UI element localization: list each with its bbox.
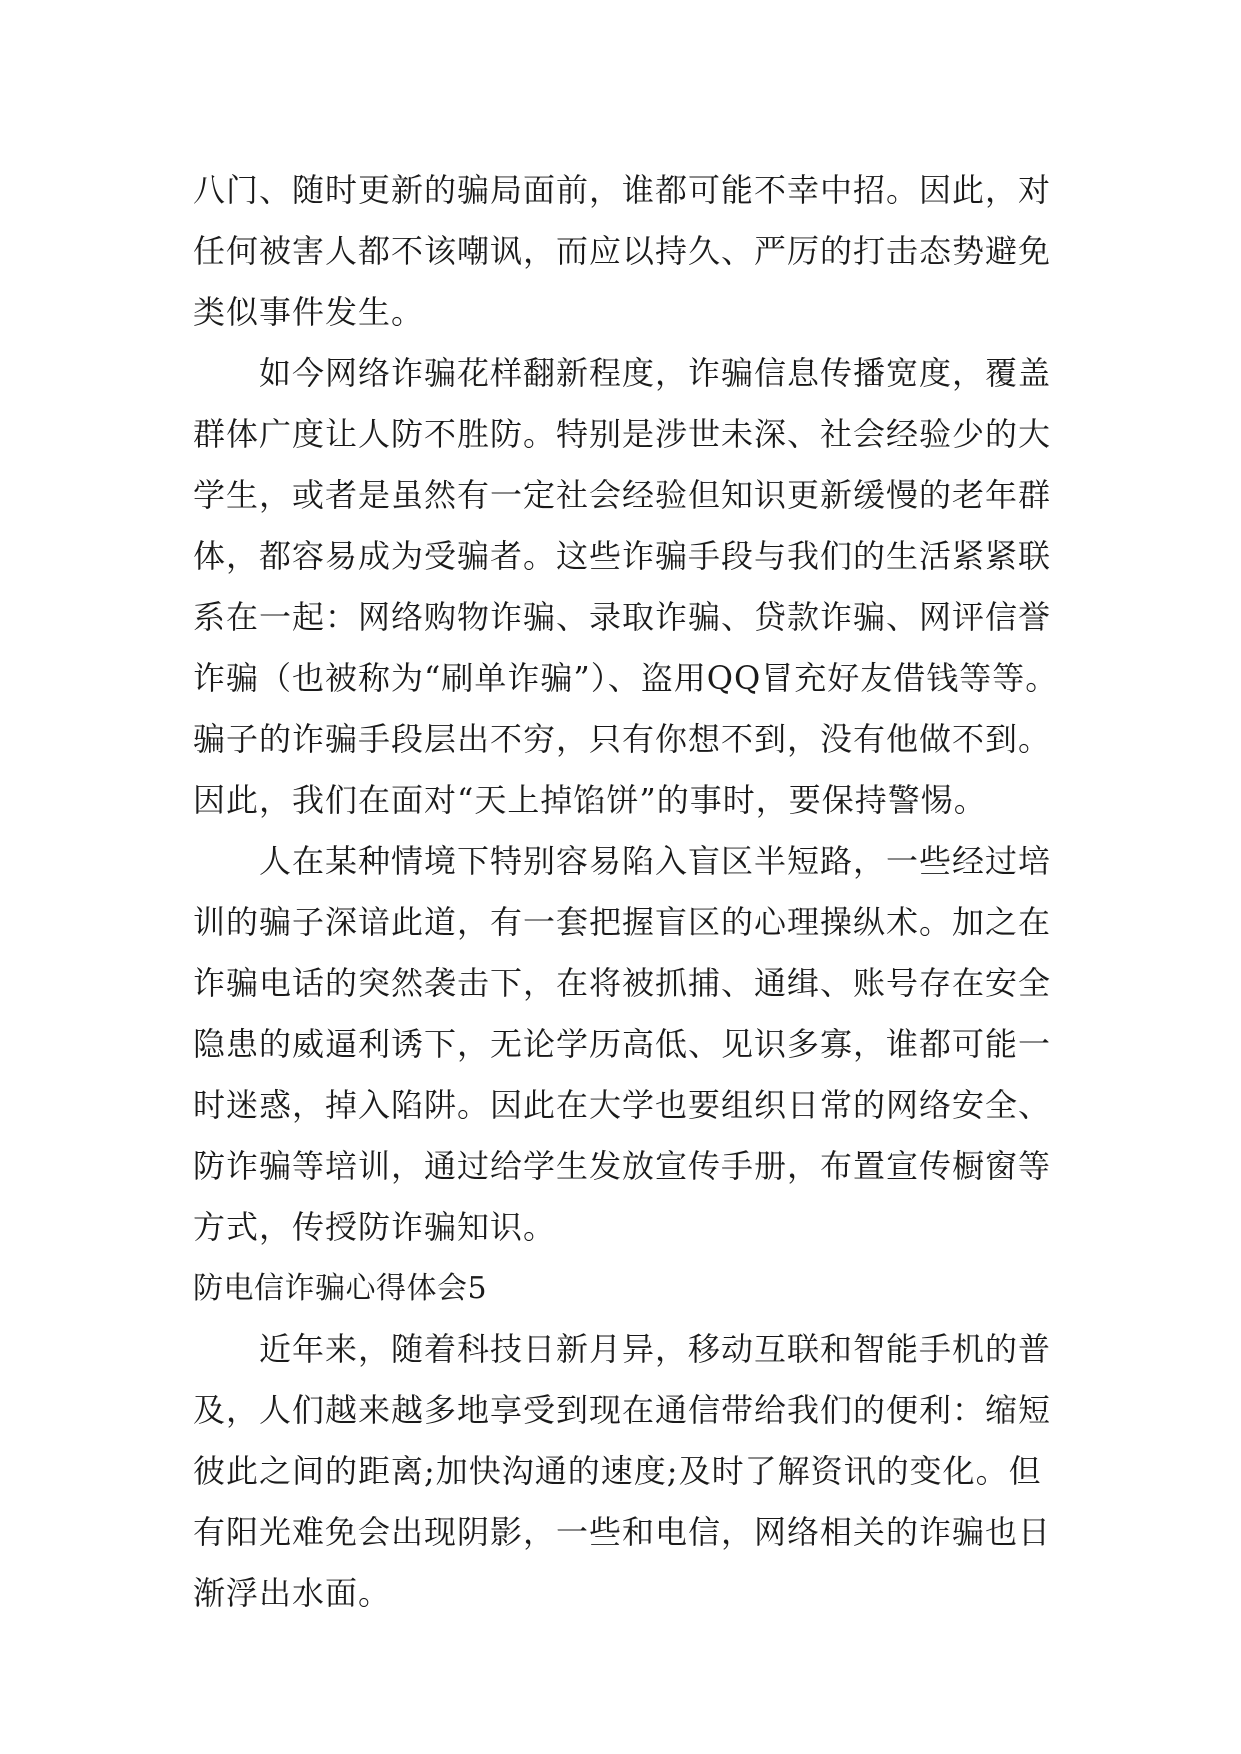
text-line: 体，都容易成为受骗者。这些诈骗手段与我们的生活紧紧联 xyxy=(193,537,1052,575)
text-line: 彼此之间的距离;加快沟通的速度;及时了解资讯的变化。但 xyxy=(193,1452,1042,1490)
text-line: 骗子的诈骗手段层出不穷，只有你想不到，没有他做不到。 xyxy=(193,720,1052,758)
text-line: 及，人们越来越多地享受到现在通信带给我们的便利：缩短 xyxy=(193,1391,1052,1429)
text-line: 方式，传授防诈骗知识。 xyxy=(193,1208,557,1246)
text-line: 诈骗电话的突然袭击下，在将被抓捕、通缉、账号存在安全 xyxy=(193,964,1052,1002)
text-line: 诈骗（也被称为“刷单诈骗”）、盗用QQ冒充好友借钱等等。 xyxy=(193,659,1059,697)
text-line: 群体广度让人防不胜防。特别是涉世未深、社会经验少的大 xyxy=(193,415,1052,453)
text-line: 类似事件发生。 xyxy=(193,293,425,331)
text-line: 时迷惑，掉入陷阱。因此在大学也要组织日常的网络安全、 xyxy=(193,1086,1052,1124)
text-line: 因此，我们在面对“天上掉馅饼”的事时，要保持警惕。 xyxy=(193,781,987,819)
paragraph-first-line: 人在某种情境下特别容易陷入盲区半短路，一些经过培 xyxy=(259,842,1052,880)
paragraph-first-line: 近年来，随着科技日新月异，移动互联和智能手机的普 xyxy=(259,1330,1052,1368)
section-heading: 防电信诈骗心得体会5 xyxy=(193,1271,488,1306)
text-line: 任何被害人都不该嘲讽，而应以持久、严厉的打击态势避免 xyxy=(193,232,1052,270)
text-line: 渐浮出水面。 xyxy=(193,1574,392,1612)
paragraph-first-line: 如今网络诈骗花样翻新程度，诈骗信息传播宽度，覆盖 xyxy=(259,354,1052,392)
document-body xyxy=(193,160,1068,1624)
text-line: 防诈骗等培训，通过给学生发放宣传手册，布置宣传橱窗等 xyxy=(193,1147,1052,1185)
text-line: 系在一起：网络购物诈骗、录取诈骗、贷款诈骗、网评信誉 xyxy=(193,598,1052,636)
text-line: 训的骗子深谙此道，有一套把握盲区的心理操纵术。加之在 xyxy=(193,903,1052,941)
text-line: 隐患的威逼利诱下，无论学历高低、见识多寡，谁都可能一 xyxy=(193,1025,1052,1063)
text-line: 学生，或者是虽然有一定社会经验但知识更新缓慢的老年群 xyxy=(193,476,1052,514)
text-line: 有阳光难免会出现阴影，一些和电信，网络相关的诈骗也日 xyxy=(193,1513,1052,1551)
text-line: 八门、随时更新的骗局面前，谁都可能不幸中招。因此，对 xyxy=(193,171,1052,209)
